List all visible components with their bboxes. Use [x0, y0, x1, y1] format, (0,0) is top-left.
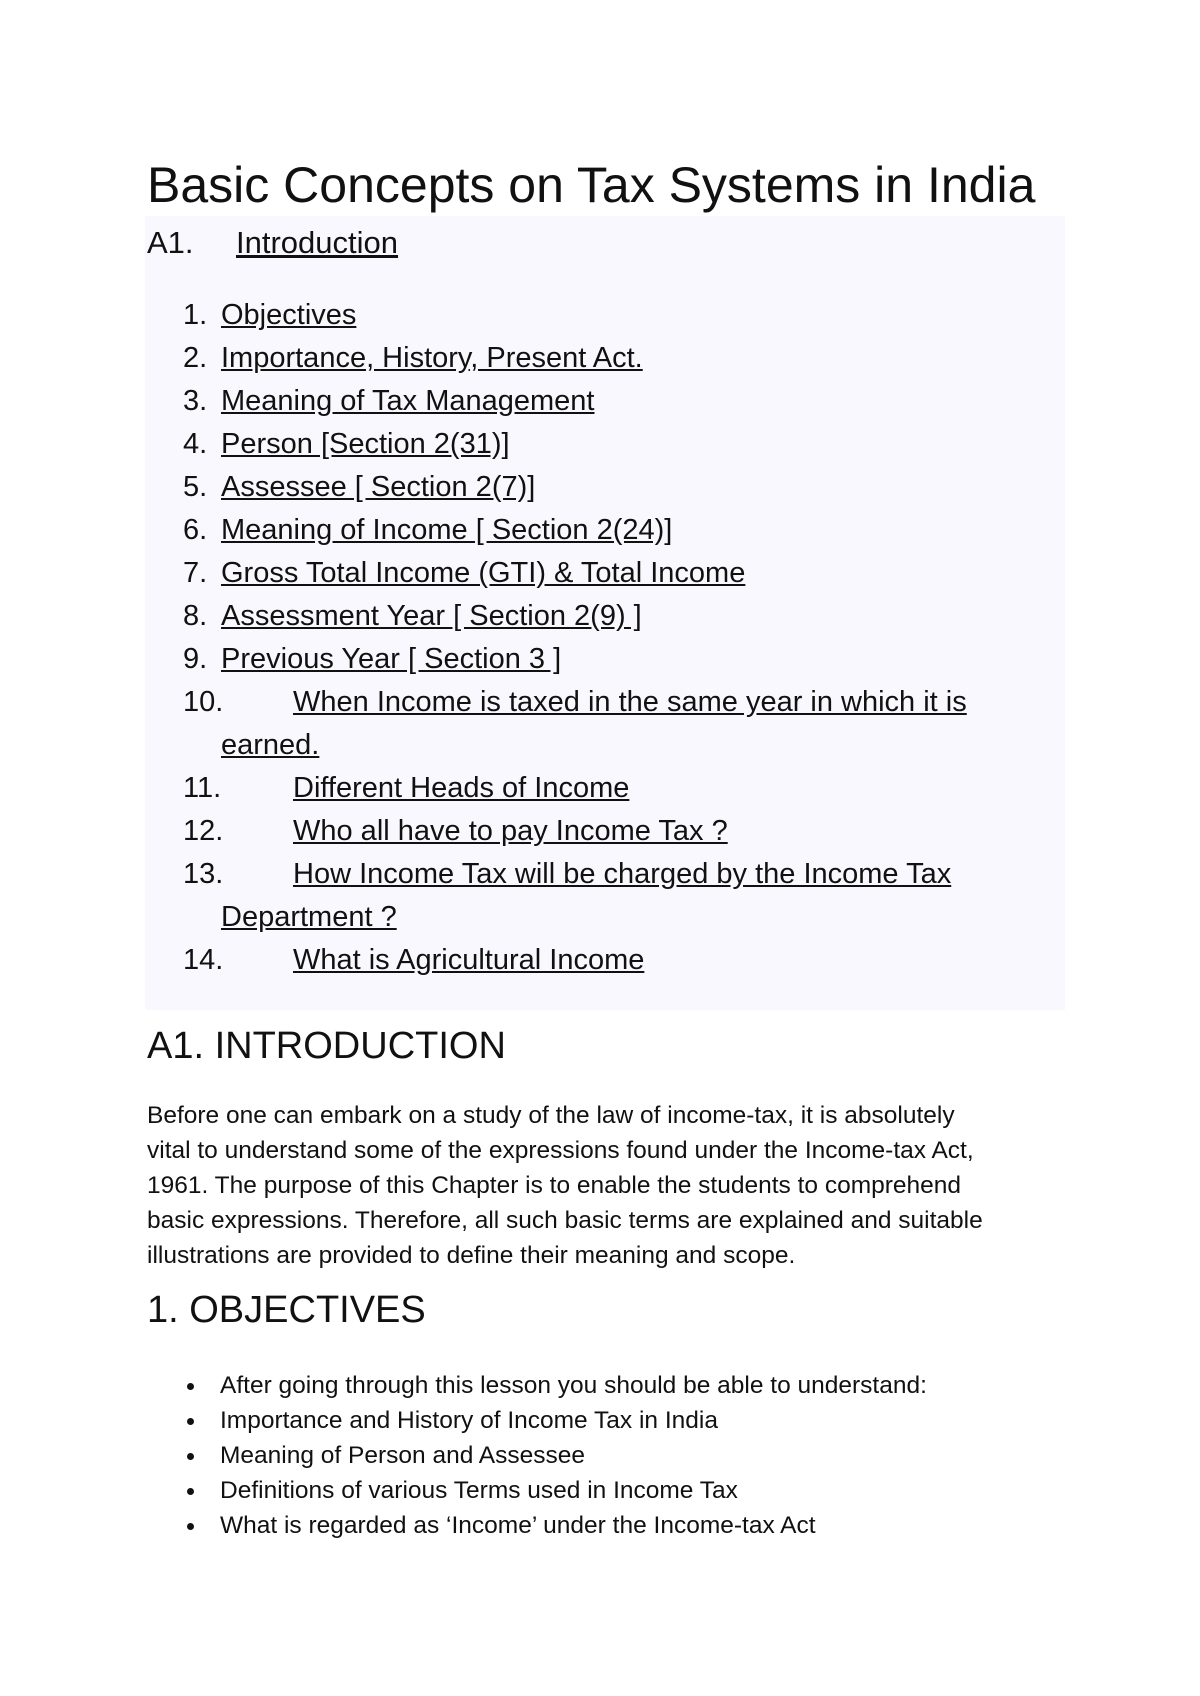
document-title: Basic Concepts on Tax Systems in India [147, 157, 1036, 213]
toc-item-link[interactable]: What is Agricultural Income [293, 944, 645, 976]
toc-item-person[interactable] [183, 423, 1063, 466]
toc-list [183, 294, 1063, 982]
toc-item-marker: 9. [183, 643, 208, 675]
bullet-icon [187, 1453, 194, 1460]
bullet-icon [187, 1418, 194, 1425]
toc-item-assessment-year[interactable] [183, 595, 1063, 638]
toc-item-heads-of-income[interactable] [183, 767, 1063, 810]
toc-item-marker: 7. [183, 557, 208, 589]
list-item [147, 1368, 927, 1403]
toc-item-marker: 14. [183, 944, 224, 976]
intro-paragraph-line: basic expressions. Therefore, all such basic terms are explained and suitable [147, 1207, 983, 1234]
toc-item-link[interactable]: When Income is taxed in the same year in which it is [293, 686, 967, 718]
toc-heading-number: A1. [147, 225, 194, 260]
toc-item-marker: 1. [183, 299, 208, 331]
objectives-section-heading: 1. OBJECTIVES [147, 1289, 426, 1331]
list-item [147, 1473, 927, 1508]
list-item-text: Definitions of various Terms used in Income Tax [220, 1477, 738, 1504]
bullet-icon [187, 1488, 194, 1495]
list-item-text: Importance and History of Income Tax in India [220, 1407, 718, 1434]
list-item-text: What is regarded as ‘Income’ under the Income-tax Act [220, 1512, 816, 1539]
toc-heading-text: Introduction [236, 225, 398, 260]
intro-paragraph-line: 1961. The purpose of this Chapter is to enable the students to comprehend [147, 1172, 962, 1199]
intro-paragraph-line: illustrations are provided to define their meaning and scope. [147, 1242, 796, 1269]
toc-item-link[interactable]: Person [Section 2(31)] [221, 428, 510, 460]
toc-item-marker: 2. [183, 342, 208, 374]
toc-item-marker: 3. [183, 385, 208, 417]
toc-item-meaning-of-income[interactable] [183, 509, 1063, 552]
toc-item-gross-total-income[interactable] [183, 552, 1063, 595]
list-item-text: Meaning of Person and Assessee [220, 1442, 586, 1469]
toc-item-previous-year[interactable] [183, 638, 1063, 681]
toc-item-link[interactable]: How Income Tax will be charged by the Income Tax [293, 858, 952, 890]
toc-item-link[interactable]: Meaning of Income [ Section 2(24)] [221, 514, 673, 546]
intro-paragraph-line: vital to understand some of the expressions found under the Income-tax Act, [147, 1137, 974, 1164]
toc-item-link[interactable]: Assessee [ Section 2(7)] [221, 471, 536, 503]
toc-item-income-taxed-same-year[interactable] [183, 681, 1063, 767]
bullet-icon [187, 1383, 194, 1390]
toc-item-marker: 12. [183, 815, 224, 847]
toc-item-link[interactable]: Meaning of Tax Management [221, 385, 595, 417]
list-item-text: After going through this lesson you should be able to understand: [220, 1372, 927, 1399]
toc-item-importance-history[interactable] [183, 337, 1063, 380]
toc-item-who-pays-tax[interactable] [183, 810, 1063, 853]
toc-item-marker: 5. [183, 471, 208, 503]
bullet-icon [187, 1523, 194, 1530]
toc-item-assessee[interactable] [183, 466, 1063, 509]
toc-item-link[interactable]: Different Heads of Income [293, 772, 630, 804]
toc-item-link[interactable]: Who all have to pay Income Tax ? [293, 815, 728, 847]
objectives-list [147, 1368, 927, 1543]
toc-item-marker: 10. [183, 686, 224, 718]
toc-item-agricultural-income[interactable] [183, 939, 1063, 982]
toc-item-marker: 4. [183, 428, 208, 460]
toc-item-link-continued[interactable]: Department ? [221, 901, 397, 933]
toc-item-how-tax-charged[interactable] [183, 853, 1063, 939]
intro-section-heading: A1. INTRODUCTION [147, 1025, 506, 1067]
list-item [147, 1403, 927, 1438]
toc-item-link[interactable]: Importance, History, Present Act. [221, 342, 643, 374]
toc-item-link[interactable]: Previous Year [ Section 3 ] [221, 643, 562, 675]
toc-item-marker: 6. [183, 514, 208, 546]
toc-heading[interactable] [147, 224, 398, 262]
list-item [147, 1438, 927, 1473]
toc-item-link[interactable]: Objectives [221, 299, 357, 331]
toc-item-marker: 11. [183, 772, 222, 804]
toc-item-link[interactable]: Gross Total Income (GTI) & Total Income [221, 557, 746, 589]
toc-item-link[interactable]: Assessment Year [ Section 2(9) ] [221, 600, 642, 632]
intro-paragraph [147, 1098, 1047, 1273]
intro-paragraph-line: Before one can embark on a study of the law of income-tax, it is absolutely [147, 1102, 955, 1129]
toc-item-objectives[interactable] [183, 294, 1063, 337]
toc-item-link-continued[interactable]: earned. [221, 729, 320, 761]
toc-item-marker: 13. [183, 858, 224, 890]
toc-item-marker: 8. [183, 600, 208, 632]
list-item [147, 1508, 927, 1543]
toc-item-tax-management[interactable] [183, 380, 1063, 423]
